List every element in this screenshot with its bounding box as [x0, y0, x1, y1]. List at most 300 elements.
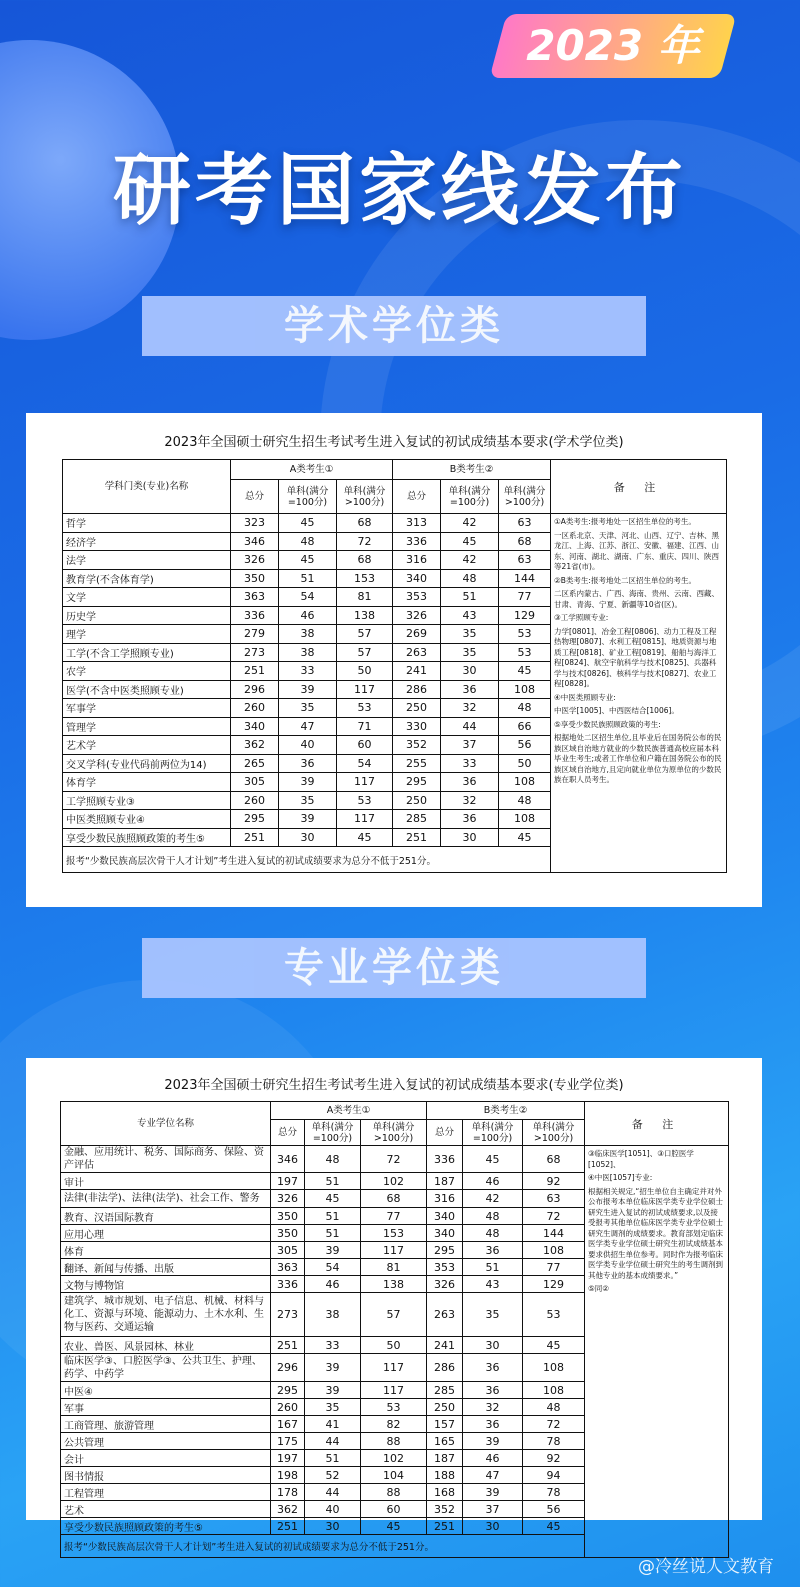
score-cell: 45	[523, 1518, 585, 1535]
score-cell: 250	[393, 699, 441, 718]
note-line: ②B类考生:报考地处二区招生单位的考生。	[554, 575, 696, 585]
score-cell: 48	[305, 1146, 361, 1173]
score-cell: 102	[361, 1173, 427, 1190]
row-name-cell: 军事学	[63, 699, 231, 718]
professional-notes-cell	[585, 1146, 729, 1558]
row-name-cell: 经济学	[63, 532, 231, 551]
academic-card	[26, 413, 762, 907]
score-cell: 41	[305, 1416, 361, 1433]
row-name-cell: 教育学(不含体育学)	[63, 569, 231, 588]
score-cell: 45	[441, 532, 499, 551]
score-cell: 30	[463, 1518, 523, 1535]
score-cell: 108	[523, 1242, 585, 1259]
row-name-cell: 工商管理、旅游管理	[61, 1416, 271, 1433]
score-cell: 51	[279, 569, 337, 588]
row-name-cell: 农学	[63, 662, 231, 681]
score-cell: 36	[463, 1242, 523, 1259]
score-cell: 265	[231, 754, 279, 773]
score-cell: 187	[427, 1450, 463, 1467]
score-cell: 350	[271, 1225, 305, 1242]
score-cell: 50	[361, 1337, 427, 1354]
score-cell: 57	[361, 1293, 427, 1337]
score-cell: 144	[499, 569, 551, 588]
score-cell: 63	[499, 551, 551, 570]
score-cell: 45	[463, 1146, 523, 1173]
academic-a-group: A类考生①	[231, 460, 393, 480]
score-cell: 108	[499, 680, 551, 699]
score-cell: 44	[305, 1484, 361, 1501]
score-cell: 305	[271, 1242, 305, 1259]
score-cell: 88	[361, 1433, 427, 1450]
score-cell: 35	[305, 1399, 361, 1416]
academic-b-single-over100-header: 单科(满分>100分)	[499, 480, 551, 514]
score-cell: 167	[271, 1416, 305, 1433]
score-cell: 30	[463, 1337, 523, 1354]
score-cell: 178	[271, 1484, 305, 1501]
note-line: 二区系内蒙古、广西、海南、贵州、云南、西藏、甘肃、青海、宁夏、新疆等10省(区)。	[554, 589, 720, 609]
score-cell: 36	[441, 773, 499, 792]
score-cell: 51	[305, 1208, 361, 1225]
score-cell: 39	[279, 810, 337, 829]
row-name-cell: 医学(不含中医类照顾专业)	[63, 680, 231, 699]
score-cell: 46	[305, 1276, 361, 1293]
score-cell: 295	[271, 1382, 305, 1399]
score-cell: 77	[523, 1259, 585, 1276]
score-cell: 336	[393, 532, 441, 551]
academic-banner: 学术学位类	[142, 296, 646, 356]
score-cell: 363	[231, 588, 279, 607]
professional-footnote: 报考“少数民族高层次骨干人才计划”考生进入复试的初试成绩要求为总分不低于251分。	[61, 1535, 585, 1558]
score-cell: 45	[499, 828, 551, 847]
score-cell: 340	[427, 1208, 463, 1225]
score-cell: 197	[271, 1450, 305, 1467]
row-name-cell: 交叉学科(专业代码前两位为14)	[63, 754, 231, 773]
row-name-cell: 管理学	[63, 717, 231, 736]
row-name-cell: 翻译、新闻与传播、出版	[61, 1259, 271, 1276]
note-line: 力学[0801]、冶金工程[0806]、动力工程及工程热物理[0807]、水利工程[0815]、地质资源与地质工程[0818]、矿业工程[0819]、船舶与海洋工程[0824]、航空宇航科学与技术[0825]、兵器科学与技术[0826]、核科学与技术[0827]、农业工程[0828]。	[554, 626, 717, 688]
score-cell: 251	[231, 662, 279, 681]
row-name-cell: 应用心理	[61, 1225, 271, 1242]
academic-b-total-header: 总分	[393, 480, 441, 514]
score-cell: 104	[361, 1467, 427, 1484]
row-name-cell: 文学	[63, 588, 231, 607]
score-cell: 47	[463, 1467, 523, 1484]
score-cell: 45	[337, 828, 393, 847]
score-cell: 39	[305, 1382, 361, 1399]
main-title: 研考国家线发布	[112, 146, 687, 236]
score-cell: 37	[441, 736, 499, 755]
score-cell: 43	[463, 1276, 523, 1293]
score-cell: 35	[279, 699, 337, 718]
score-cell: 53	[499, 625, 551, 644]
score-cell: 269	[393, 625, 441, 644]
score-cell: 46	[279, 606, 337, 625]
score-cell: 66	[499, 717, 551, 736]
score-cell: 52	[305, 1467, 361, 1484]
score-cell: 72	[337, 532, 393, 551]
row-name-cell: 享受少数民族照顾政策的考生⑤	[61, 1518, 271, 1535]
academic-a-total-header: 总分	[231, 480, 279, 514]
score-cell: 56	[523, 1501, 585, 1518]
score-cell: 353	[393, 588, 441, 607]
score-cell: 48	[463, 1208, 523, 1225]
note-line: ③工学照顾专业:	[554, 613, 609, 622]
professional-table-title: 2023年全国硕士研究生招生考试考生进入复试的初试成绩基本要求(专业学位类)	[164, 1078, 624, 1093]
score-cell: 45	[523, 1337, 585, 1354]
score-cell: 36	[463, 1382, 523, 1399]
note-line: ①A类考生:报考地处一区招生单位的考生。	[554, 517, 696, 526]
score-cell: 168	[427, 1484, 463, 1501]
row-name-cell: 中医④	[61, 1382, 271, 1399]
score-cell: 68	[523, 1146, 585, 1173]
score-cell: 251	[271, 1337, 305, 1354]
score-cell: 153	[337, 569, 393, 588]
score-cell: 260	[231, 699, 279, 718]
score-cell: 45	[279, 514, 337, 533]
score-cell: 44	[305, 1433, 361, 1450]
row-name-cell: 公共管理	[61, 1433, 271, 1450]
score-cell: 263	[427, 1293, 463, 1337]
professional-b-single-over100-header: 单科(满分>100分)	[523, 1120, 585, 1146]
score-cell: 44	[441, 717, 499, 736]
score-cell: 54	[305, 1259, 361, 1276]
row-name-cell: 法律(非法学)、法律(法学)、社会工作、警务	[61, 1190, 271, 1208]
score-cell: 30	[441, 662, 499, 681]
score-cell: 260	[231, 791, 279, 810]
score-cell: 273	[271, 1293, 305, 1337]
score-cell: 35	[463, 1293, 523, 1337]
score-cell: 53	[523, 1293, 585, 1337]
row-name-cell: 工学照顾专业③	[63, 791, 231, 810]
row-name-cell: 历史学	[63, 606, 231, 625]
academic-col-name: 学科门类(专业)名称	[63, 460, 231, 514]
score-cell: 77	[361, 1208, 427, 1225]
score-cell: 251	[393, 828, 441, 847]
score-cell: 88	[361, 1484, 427, 1501]
professional-a-single-over100-header: 单科(满分>100分)	[361, 1120, 427, 1146]
score-cell: 263	[393, 643, 441, 662]
academic-b-group: B类考生②	[393, 460, 551, 480]
watermark: @冷丝说人文教育	[638, 1557, 774, 1577]
score-cell: 346	[231, 532, 279, 551]
note-line: 一区系北京、天津、河北、山西、辽宁、吉林、黑龙江、上海、江苏、浙江、安徽、福建、江西、山东、河南、湖北、湖南、广东、重庆、四川、陕西等21省(市)。	[554, 530, 720, 571]
score-cell: 57	[337, 643, 393, 662]
score-cell: 50	[499, 754, 551, 773]
score-cell: 60	[337, 736, 393, 755]
score-cell: 33	[279, 662, 337, 681]
score-cell: 250	[427, 1399, 463, 1416]
score-cell: 251	[271, 1518, 305, 1535]
row-name-cell: 图书情报	[61, 1467, 271, 1484]
score-cell: 326	[271, 1190, 305, 1208]
academic-notes-cell	[551, 514, 727, 873]
professional-score-table	[60, 1101, 729, 1558]
score-cell: 285	[393, 810, 441, 829]
score-cell: 129	[499, 606, 551, 625]
row-name-cell: 享受少数民族照顾政策的考生⑤	[63, 828, 231, 847]
year-badge: 2023 年	[526, 21, 700, 70]
row-name-cell: 哲学	[63, 514, 231, 533]
score-cell: 260	[271, 1399, 305, 1416]
score-cell: 144	[523, 1225, 585, 1242]
row-name-cell: 临床医学③、口腔医学③、公共卫生、护理、药学、中药学	[61, 1354, 271, 1382]
score-cell: 187	[427, 1173, 463, 1190]
row-name-cell: 审计	[61, 1173, 271, 1190]
score-cell: 51	[305, 1173, 361, 1190]
row-name-cell: 体育学	[63, 773, 231, 792]
score-cell: 38	[305, 1293, 361, 1337]
table-row	[63, 514, 727, 533]
score-cell: 102	[361, 1450, 427, 1467]
score-cell: 352	[393, 736, 441, 755]
professional-notes-header: 备 注	[585, 1102, 729, 1146]
score-cell: 48	[499, 791, 551, 810]
score-cell: 157	[427, 1416, 463, 1433]
score-cell: 68	[361, 1190, 427, 1208]
score-cell: 39	[463, 1484, 523, 1501]
score-cell: 296	[271, 1354, 305, 1382]
row-name-cell: 工学(不含工学照顾专业)	[63, 643, 231, 662]
score-cell: 117	[361, 1382, 427, 1399]
score-cell: 326	[427, 1276, 463, 1293]
row-name-cell: 艺术	[61, 1501, 271, 1518]
score-cell: 32	[463, 1399, 523, 1416]
score-cell: 37	[463, 1501, 523, 1518]
score-cell: 286	[393, 680, 441, 699]
score-cell: 295	[427, 1242, 463, 1259]
score-cell: 39	[305, 1242, 361, 1259]
score-cell: 117	[337, 773, 393, 792]
score-cell: 51	[441, 588, 499, 607]
score-cell: 295	[231, 810, 279, 829]
score-cell: 255	[393, 754, 441, 773]
note-line: ⑤同②	[588, 1284, 609, 1293]
row-name-cell: 理学	[63, 625, 231, 644]
score-cell: 39	[279, 773, 337, 792]
score-cell: 42	[441, 551, 499, 570]
score-cell: 350	[231, 569, 279, 588]
score-cell: 51	[463, 1259, 523, 1276]
score-cell: 43	[441, 606, 499, 625]
row-name-cell: 农业、兽医、风景园林、林业	[61, 1337, 271, 1354]
row-name-cell: 法学	[63, 551, 231, 570]
row-name-cell: 体育	[61, 1242, 271, 1259]
score-cell: 45	[361, 1518, 427, 1535]
score-cell: 51	[305, 1450, 361, 1467]
score-cell: 336	[271, 1276, 305, 1293]
score-cell: 53	[337, 699, 393, 718]
score-cell: 313	[393, 514, 441, 533]
score-cell: 340	[393, 569, 441, 588]
score-cell: 305	[231, 773, 279, 792]
score-cell: 35	[441, 643, 499, 662]
note-line: 根据相关规定,“招生单位自主确定并对外公布报考本单位临床医学类专业学位硕士研究生进入复试的初试成绩要求,以及接受报考其他单位临床医学类专业学位硕士研究生调剂的成绩要求。教育部划定临床医学类专业学位硕士研究生初试成绩基本要求供招生单位参考。同时作为报考临床医学类专业学位硕士研究生的考生调剂到其他专业的基本成绩要求。”	[588, 1186, 724, 1280]
score-cell: 30	[305, 1518, 361, 1535]
professional-a-group: A类考生①	[271, 1102, 427, 1120]
score-cell: 165	[427, 1433, 463, 1450]
score-cell: 336	[427, 1146, 463, 1173]
score-cell: 340	[231, 717, 279, 736]
score-cell: 241	[427, 1337, 463, 1354]
row-name-cell: 工程管理	[61, 1484, 271, 1501]
score-cell: 48	[523, 1399, 585, 1416]
score-cell: 42	[441, 514, 499, 533]
score-cell: 336	[231, 606, 279, 625]
academic-a-single100-header: 单科(满分=100分)	[279, 480, 337, 514]
academic-notes-header: 备 注	[551, 460, 727, 514]
score-cell: 323	[231, 514, 279, 533]
academic-score-table	[62, 459, 727, 873]
score-cell: 108	[523, 1382, 585, 1399]
score-cell: 48	[499, 699, 551, 718]
score-cell: 32	[441, 791, 499, 810]
score-cell: 53	[337, 791, 393, 810]
score-cell: 316	[427, 1190, 463, 1208]
score-cell: 81	[337, 588, 393, 607]
score-cell: 188	[427, 1467, 463, 1484]
score-cell: 45	[499, 662, 551, 681]
score-cell: 53	[499, 643, 551, 662]
table-row	[61, 1146, 729, 1173]
academic-footnote: 报考“少数民族高层次骨干人才计划”考生进入复试的初试成绩要求为总分不低于251分。	[63, 847, 551, 873]
score-cell: 295	[393, 773, 441, 792]
score-cell: 153	[361, 1225, 427, 1242]
professional-b-total-header: 总分	[427, 1120, 463, 1146]
score-cell: 40	[279, 736, 337, 755]
score-cell: 30	[279, 828, 337, 847]
score-cell: 362	[231, 736, 279, 755]
score-cell: 47	[279, 717, 337, 736]
score-cell: 35	[441, 625, 499, 644]
score-cell: 340	[427, 1225, 463, 1242]
score-cell: 138	[337, 606, 393, 625]
score-cell: 117	[361, 1354, 427, 1382]
score-cell: 117	[361, 1242, 427, 1259]
score-cell: 78	[523, 1484, 585, 1501]
score-cell: 54	[337, 754, 393, 773]
score-cell: 108	[499, 810, 551, 829]
score-cell: 362	[271, 1501, 305, 1518]
score-cell: 39	[279, 680, 337, 699]
score-cell: 241	[393, 662, 441, 681]
score-cell: 326	[231, 551, 279, 570]
score-cell: 108	[523, 1354, 585, 1382]
score-cell: 92	[523, 1173, 585, 1190]
professional-b-group: B类考生②	[427, 1102, 585, 1120]
score-cell: 46	[463, 1173, 523, 1190]
score-cell: 48	[463, 1225, 523, 1242]
score-cell: 54	[279, 588, 337, 607]
score-cell: 38	[279, 625, 337, 644]
row-name-cell: 教育、汉语国际教育	[61, 1208, 271, 1225]
score-cell: 72	[361, 1146, 427, 1173]
score-cell: 42	[463, 1190, 523, 1208]
score-cell: 117	[337, 680, 393, 699]
score-cell: 273	[231, 643, 279, 662]
score-cell: 51	[305, 1225, 361, 1242]
score-cell: 53	[361, 1399, 427, 1416]
professional-a-single100-header: 单科(满分=100分)	[305, 1120, 361, 1146]
score-cell: 33	[305, 1337, 361, 1354]
score-cell: 285	[427, 1382, 463, 1399]
row-name-cell: 艺术学	[63, 736, 231, 755]
score-cell: 36	[441, 680, 499, 699]
score-cell: 63	[499, 514, 551, 533]
score-cell: 72	[523, 1416, 585, 1433]
score-cell: 279	[231, 625, 279, 644]
score-cell: 32	[441, 699, 499, 718]
academic-a-single-over100-header: 单科(满分>100分)	[337, 480, 393, 514]
score-cell: 353	[427, 1259, 463, 1276]
score-cell: 251	[231, 828, 279, 847]
score-cell: 350	[271, 1208, 305, 1225]
score-cell: 78	[523, 1433, 585, 1450]
score-cell: 60	[361, 1501, 427, 1518]
score-cell: 30	[441, 828, 499, 847]
note-line: ③临床医学[1051]、③口腔医学[1052]、	[588, 1149, 694, 1169]
professional-banner: 专业学位类	[142, 938, 646, 998]
score-cell: 45	[279, 551, 337, 570]
score-cell: 46	[463, 1450, 523, 1467]
professional-b-single100-header: 单科(满分=100分)	[463, 1120, 523, 1146]
note-line: ④中医[1057]专业:	[588, 1173, 653, 1182]
note-line: 根据地处二区招生单位,且毕业后在国务院公布的民族区域自治地方就业的少数民族普通高校应届本科毕业生考生;或者工作单位和户籍在国务院公布的民族区域自治地方,且定向就业单位为原单位的少数民族在职人员考生。	[554, 733, 722, 784]
score-cell: 38	[279, 643, 337, 662]
score-cell: 197	[271, 1173, 305, 1190]
score-cell: 326	[393, 606, 441, 625]
score-cell: 68	[499, 532, 551, 551]
note-line: ⑤享受少数民族照顾政策的考生:	[554, 719, 661, 729]
score-cell: 68	[337, 514, 393, 533]
score-cell: 36	[463, 1354, 523, 1382]
row-name-cell: 文物与博物馆	[61, 1276, 271, 1293]
score-cell: 72	[523, 1208, 585, 1225]
score-cell: 330	[393, 717, 441, 736]
note-line: ④中医类照顾专业:	[554, 692, 616, 702]
score-cell: 138	[361, 1276, 427, 1293]
score-cell: 57	[337, 625, 393, 644]
score-cell: 36	[279, 754, 337, 773]
row-name-cell: 会计	[61, 1450, 271, 1467]
score-cell: 39	[305, 1354, 361, 1382]
row-name-cell: 金融、应用统计、税务、国际商务、保险、资产评估	[61, 1146, 271, 1173]
academic-table-title: 2023年全国硕士研究生招生考试考生进入复试的初试成绩基本要求(学术学位类)	[164, 435, 624, 450]
score-cell: 363	[271, 1259, 305, 1276]
score-cell: 316	[393, 551, 441, 570]
score-cell: 286	[427, 1354, 463, 1382]
professional-a-total-header: 总分	[271, 1120, 305, 1146]
score-cell: 251	[427, 1518, 463, 1535]
score-cell: 36	[463, 1416, 523, 1433]
score-cell: 117	[337, 810, 393, 829]
score-cell: 129	[523, 1276, 585, 1293]
score-cell: 36	[441, 810, 499, 829]
score-cell: 81	[361, 1259, 427, 1276]
score-cell: 50	[337, 662, 393, 681]
row-name-cell: 中医类照顾专业④	[63, 810, 231, 829]
professional-card	[26, 1058, 762, 1553]
professional-col-name: 专业学位名称	[61, 1102, 271, 1146]
score-cell: 48	[279, 532, 337, 551]
score-cell: 63	[523, 1190, 585, 1208]
score-cell: 92	[523, 1450, 585, 1467]
score-cell: 82	[361, 1416, 427, 1433]
score-cell: 68	[337, 551, 393, 570]
score-cell: 40	[305, 1501, 361, 1518]
score-cell: 352	[427, 1501, 463, 1518]
score-cell: 33	[441, 754, 499, 773]
row-name-cell: 建筑学、城市规划、电子信息、机械、材料与化工、资源与环境、能源动力、土木水利、生物与医药、交通运输	[61, 1293, 271, 1337]
